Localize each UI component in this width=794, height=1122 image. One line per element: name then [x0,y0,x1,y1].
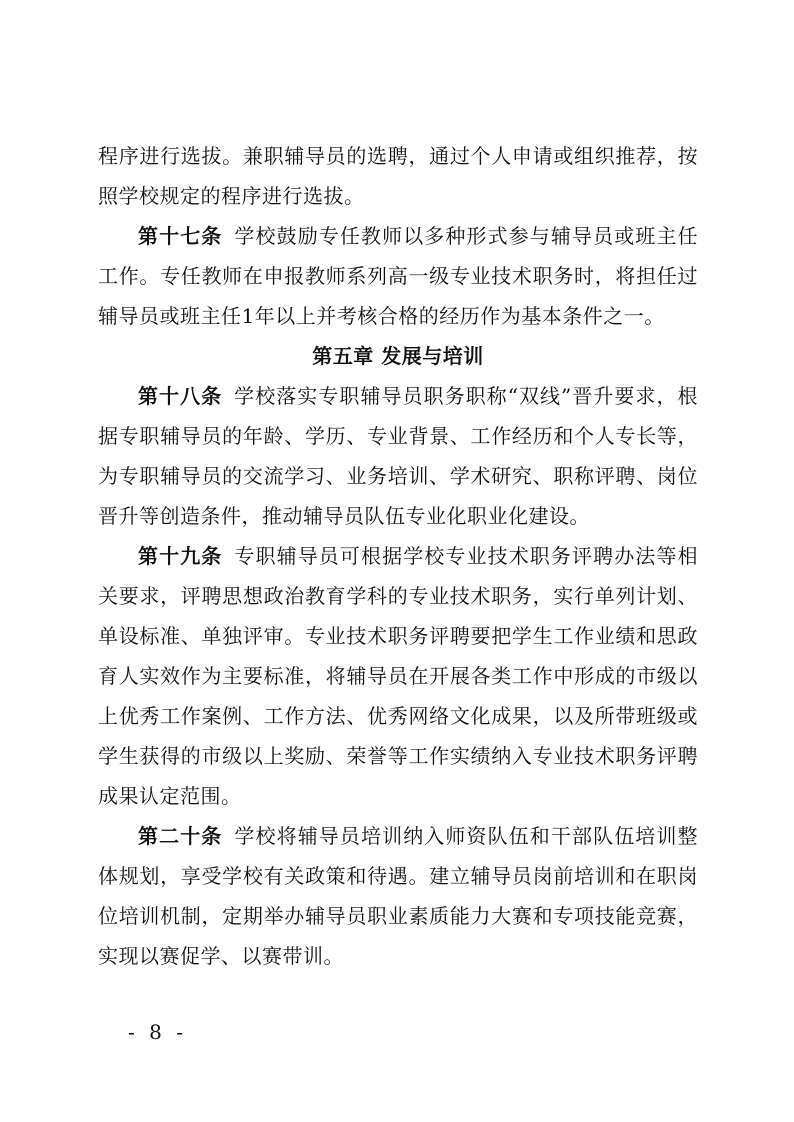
article-18 [98,376,698,536]
article-number: 第二十条 [138,824,223,848]
article-text: 学校落实专职辅导员职务职称“双线”晋升要求，根据专职辅导员的年龄、学历、专业背景、工作经历和个人专长等，为专职辅导员的交流学习、业务培训、学术研究、职称评聘、岗位晋升等创造条件，推动辅导员队伍专业化职业化建设。 [98,384,699,528]
article-number: 第十七条 [138,224,223,248]
article-number: 第十九条 [138,544,223,568]
article-text: 学校将辅导员培训纳入师资队伍和干部队伍培训整体规划，享受学校有关政策和待遇。建立辅导员岗前培训和在职岗位培训机制，定期举办辅导员职业素质能力大赛和专项技能竞赛，实现以赛促学、以赛带训。 [98,824,699,968]
article-number: 第十八条 [138,384,223,408]
article-17 [98,216,698,336]
document-body [98,136,698,976]
article-20 [98,816,698,976]
continuation-paragraph: 程序进行选拔。兼职辅导员的选聘，通过个人申请或组织推荐，按照学校规定的程序进行选拔。 [98,144,698,208]
article-text: 专职辅导员可根据学校专业技术职务评聘办法等相关要求，评聘思想政治教育学科的专业技术职务，实行单列计划、单设标准、单独评审。专业技术职务评聘要把学生工作业绩和思政育人实效作为主要标准，将辅导员在开展各类工作中形成的市级以上优秀工作案例、工作方法、优秀网络文化成果，以及所带班级或学生获得的市级以上奖励、荣誉等工作实绩纳入专业技术职务评聘成果认定范围。 [98,544,699,808]
page-number: - 8 - [128,1020,187,1044]
article-text: 学校鼓励专任教师以多种形式参与辅导员或班主任工作。专任教师在申报教师系列高一级专业技术职务时，将担任过辅导员或班主任1年以上并考核合格的经历作为基本条件之一。 [98,224,699,328]
article-19 [98,536,698,816]
chapter-heading: 第五章 发展与培训 [312,344,484,368]
